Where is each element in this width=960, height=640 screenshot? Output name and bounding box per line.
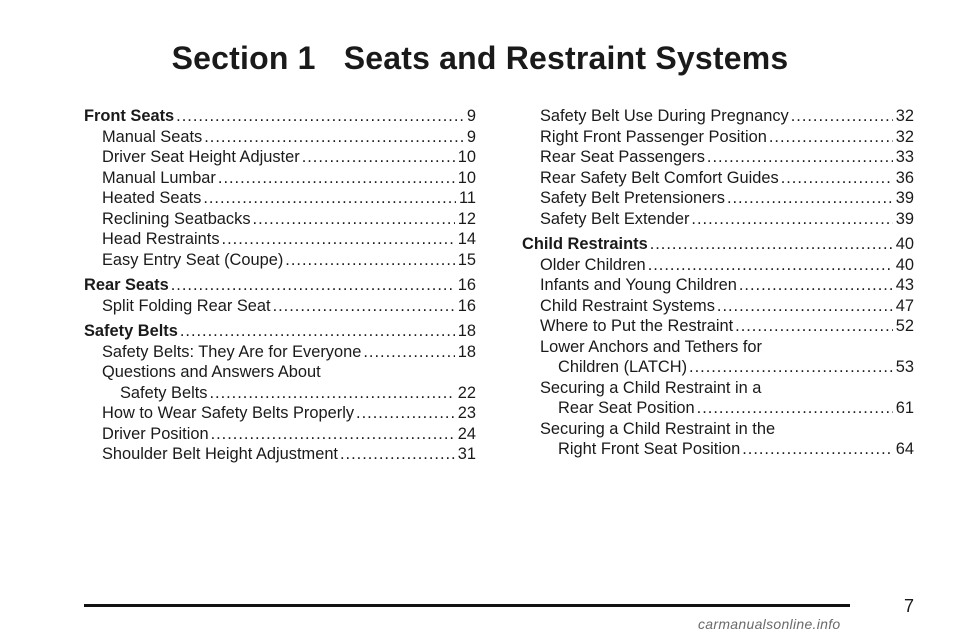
page-ref: 23 (457, 404, 476, 422)
page-ref: 24 (457, 424, 476, 443)
toc-entry-wear-properly[interactable]: How to Wear Safety Belts Properly ..... 23 (84, 403, 476, 424)
toc-entry-front-seat-line1[interactable]: Securing a Child Restraint in the (540, 419, 776, 438)
toc-entry-extender[interactable]: Safety Belt Extender ..... 39 (522, 209, 914, 230)
toc-entry-qa[interactable]: Safety Belts ..... 22 (84, 383, 476, 404)
page-ref: 61 (895, 399, 914, 417)
page-ref: 39 (895, 189, 914, 207)
section-number: Section 1 (171, 40, 316, 76)
watermark: carmanualsonline.info (698, 616, 841, 632)
toc-heading-front-seats[interactable]: Front Seats ..... 9 (84, 106, 476, 127)
page-ref: 10 (457, 148, 476, 166)
toc-entry-restraint-systems[interactable]: Child Restraint Systems ..... 47 (522, 296, 914, 317)
section-name: Seats and Restraint Systems (343, 40, 789, 76)
toc-heading-rear-seats[interactable]: Rear Seats ..... 16 (84, 275, 476, 296)
toc-entry-infants[interactable]: Infants and Young Children ..... 43 (522, 275, 914, 296)
footer-rule (84, 604, 850, 607)
toc-entry-pretensioners[interactable]: Safety Belt Pretensioners ..... 39 (522, 188, 914, 209)
page-ref: 40 (895, 255, 914, 274)
toc-entry-driver-seat-height[interactable]: Driver Seat Height Adjuster ..... 10 (84, 147, 476, 168)
toc-entry-easy-entry[interactable]: Easy Entry Seat (Coupe) ..... 15 (84, 250, 476, 271)
page-ref: 52 (895, 317, 914, 335)
toc-entry-manual-seats[interactable]: Manual Seats ..... 9 (84, 127, 476, 148)
page-ref: 39 (895, 209, 914, 228)
toc-heading-child-restraints[interactable]: Child Restraints ..... 40 (522, 234, 914, 255)
toc-entry-head-restraints[interactable]: Head Restraints ..... 14 (84, 229, 476, 250)
toc-entry-comfort-guides[interactable]: Rear Safety Belt Comfort Guides ..... 36 (522, 168, 914, 189)
page-ref: 11 (458, 189, 476, 207)
page-ref: 43 (895, 276, 914, 294)
page-ref: 10 (457, 168, 476, 187)
toc-entry-pregnancy[interactable]: Safety Belt Use During Pregnancy ..... 32 (522, 106, 914, 127)
page-ref: 14 (457, 230, 476, 248)
page-ref: 16 (457, 296, 476, 315)
page-ref: 36 (895, 168, 914, 187)
page-ref: 18 (457, 342, 476, 361)
toc-left-column (84, 106, 476, 465)
toc-entry-rear-seat-line1[interactable]: Securing a Child Restraint in a (540, 378, 762, 397)
toc-entry-front-seat-position[interactable]: Right Front Seat Position ..... 64 (522, 439, 914, 460)
toc-entry-latch-line1[interactable]: Lower Anchors and Tethers for (540, 337, 763, 356)
page-ref: 18 (457, 322, 476, 340)
toc-entry-heated-seats[interactable]: Heated Seats ..... 11 (84, 188, 476, 209)
page-ref: 53 (895, 358, 914, 376)
toc-entry-where-to-put[interactable]: Where to Put the Restraint ..... 52 (522, 316, 914, 337)
toc-entry-right-front[interactable]: Right Front Passenger Position ..... 32 (522, 127, 914, 148)
toc-entry-manual-lumbar[interactable]: Manual Lumbar ..... 10 (84, 168, 476, 189)
page-ref: 9 (466, 127, 476, 146)
toc-entry-qa-line1[interactable]: Questions and Answers About (102, 363, 321, 381)
toc-entry-split-folding[interactable]: Split Folding Rear Seat ..... 16 (84, 296, 476, 317)
page-ref: 32 (895, 127, 914, 146)
page-ref: 16 (457, 276, 476, 294)
toc-entry-rear-passengers[interactable]: Rear Seat Passengers ..... 33 (522, 147, 914, 168)
toc-entry-older-children[interactable]: Older Children ..... 40 (522, 255, 914, 276)
page-ref: 47 (895, 296, 914, 315)
page-ref: 64 (895, 440, 914, 458)
toc-entry-driver-position[interactable]: Driver Position ..... 24 (84, 424, 476, 445)
toc-entry-rear-seat-position[interactable]: Rear Seat Position ..... 61 (522, 398, 914, 419)
section-title (0, 40, 960, 77)
page-ref: 33 (895, 148, 914, 166)
toc-entry-shoulder-belt[interactable]: Shoulder Belt Height Adjustment ..... 31 (84, 444, 476, 465)
toc-right-column (522, 106, 914, 460)
page-ref: 31 (457, 445, 476, 463)
page-ref: 12 (457, 209, 476, 228)
page-ref: 9 (466, 107, 476, 125)
toc-entry-latch[interactable]: Children (LATCH) ..... 53 (522, 357, 914, 378)
page-ref: 32 (895, 107, 914, 125)
toc-entry-reclining-seatbacks[interactable]: Reclining Seatbacks ..... 12 (84, 209, 476, 230)
page-ref: 15 (457, 250, 476, 269)
page-ref: 22 (457, 383, 476, 402)
toc-entry-belts-everyone[interactable]: Safety Belts: They Are for Everyone ..... 18 (84, 342, 476, 363)
page-number: 7 (904, 596, 915, 616)
toc-heading-safety-belts[interactable]: Safety Belts ..... 18 (84, 321, 476, 342)
page-ref: 40 (895, 235, 914, 253)
